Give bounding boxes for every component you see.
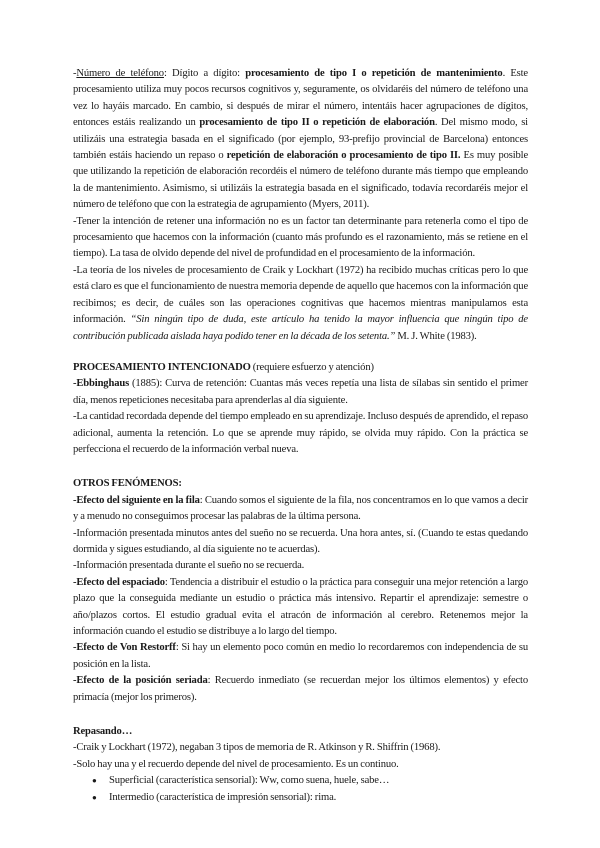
section-heading: Repasando… [73,726,133,738]
spacer [73,706,528,724]
intention-paragraph: -Tener la intención de retener una información no es un factor tan determinante para retenerla como el tipo de procesamiento que hacemos con la información (cuanto más profundo es el razonamiento, más se retiene en el tiempo). La tasa de olvido depende del nivel de profundidad en el procesamiento de la información. [73,215,528,260]
text-run: . Del mismo modo, si utilizáis una estrategia basada en el significado (por ejemplo, 93-prefijo provincial de Barcelona) entonces también estáis haciendo un repaso o [73,117,528,162]
bold-term: -Efecto de la posición seriada [73,675,208,687]
text-run: : Dígito a dígito: [163,68,246,79]
bold-term: procesamiento de tipo I o repetición de mantenimiento [245,68,503,79]
spacer [73,458,528,476]
spacing-effect-paragraph [73,575,528,641]
bullet-list [73,773,528,806]
bold-term: -Efecto del siguiente en la fila [73,494,200,506]
quote: “Sin ningún tipo de duda, este artículo ha tenido la mayor influencia que ningún tipo de contribución publicada aislada haya podido tener en la década de los setenta.” [73,314,528,342]
section-heading: PROCESAMIENTO INTENCIONADO [73,361,251,373]
section-heading-intencionado [73,360,528,376]
text-run: : Recuerdo inmediato (se recuerdan mejor los últimos elementos) y efecto primacía (mejor los primeros). [73,675,528,703]
ebbinghaus-paragraph [73,376,528,409]
text-run: . Este procesamiento utiliza muy pocos recursos cognitivos y, seguramente, os olvidaréis del número de teléfono una vez lo hayáis marcado. En cambio, si después de mirar el número, intentáis hacer agrupaciones de dígitos, entonces estáis realizando un [73,68,528,129]
review-paragraph-1: -Craik y Lockhart (1972), negaban 3 tipos de memoria de R. Atkinson y R. Shiffrin (1968). [73,742,441,754]
section-heading-repasando [73,724,528,740]
serial-position-paragraph [73,673,528,706]
text-run: : Cuando somos el siguiente de la fila, nos concentramos en lo que vamos a decir y a menudo no conseguimos procesar las palabras de la última persona. [73,494,528,523]
phone-number-paragraph [73,66,528,214]
learning-time-paragraph: -La cantidad recordada depende del tiempo empleado en su aprendizaje. Incluso después de aprendido, el repaso adicional, aumenta la retención. Lo que se aprende muy rápido, se olvida muy rápido. Con la práctica se perfecciona el recuerdo de la información verbal nueva. [73,411,528,455]
bold-term: repetición de elaboración o procesamiento de tipo II. [226,150,461,162]
sleep-before-paragraph: -Información presentada minutos antes del sueño no se recuerda. Una hora antes, sí. (Cuando te estas quedando dormida y sigues estudiando, al día siguiente no te acuerdas). [73,527,528,555]
bullet-item: ● Intermedio (característica de impresión sensorial): rima. [73,790,528,806]
text-run: (1885): Curva de retención: Cuantas más veces repetía una lista de sílabas sin sentido el primer día, menos repeticiones necesitaba para aprenderlas al día siguiente. [73,378,528,406]
text-run: Es muy posible que utilizando la repetición de elaboración recordéis el número de teléfono durante más tiempo que empleando la de mantenimiento. Asimismo, si utilizáis la estrategia basada en el significado, todavía recordaréis mejor el número de teléfono que con la estrategia de agrupamiento (Myers, 2011). [73,150,528,211]
dash: - [73,68,77,79]
sleep-during-paragraph: -Información presentada durante el sueño no se recuerda. [73,560,305,572]
section-heading-otros [73,476,528,492]
section-heading: OTROS FENÓMENOS: [73,478,182,490]
bold-term: -Ebbinghaus [73,378,130,390]
text-run: : Si hay un elemento poco común en medio lo recordaremos con independencia de su posición en la lista. [73,642,528,670]
phone-number-term: Número de teléfono [76,68,164,79]
bold-term: -Efecto de Von Restorff [73,642,176,654]
heading-note: (requiere esfuerzo y atención) [250,361,374,373]
bullet-item: ● Superficial (característica sensorial): Ww, como suena, huele, sabe… [73,773,528,789]
next-in-line-paragraph [73,493,528,526]
review-paragraph-2: -Solo hay una y el recuerdo depende del nivel de procesamiento. Es un continuo. [73,758,399,770]
von-restorff-paragraph [73,640,528,673]
spacer [73,345,528,360]
text-run: : Tendencia a distribuir el estudio o la práctica para conseguir una mejor retención a largo plazo que la conseguida mediante un estudio o práctica más intensivo. Repartir el aprendizaje: semestre o año/plazos cortos. El estudio gradual evita el atracón de información al cerebro. Retenemos mejor la información cuando el estudio se distribuye a lo largo del tiempo. [73,576,528,637]
theory-paragraph [73,263,528,345]
bold-term: procesamiento de tipo II o repetición de elaboración [199,117,435,129]
citation: M. J. White (1983). [395,330,477,342]
document-page [73,66,528,806]
text-run: -La teoría de los niveles de procesamiento de Craik y Lockhart (1972) ha recibido muchas críticas pero lo que está claro es que el funcionamiento de nuestra memoria depende de aquello que hacemos con la información que recibimos; es decir, de cuáles son las operaciones cognitivas que hacemos mientras manipulamos esta información. [73,264,529,326]
bold-term: -Efecto del espaciado [73,576,165,588]
